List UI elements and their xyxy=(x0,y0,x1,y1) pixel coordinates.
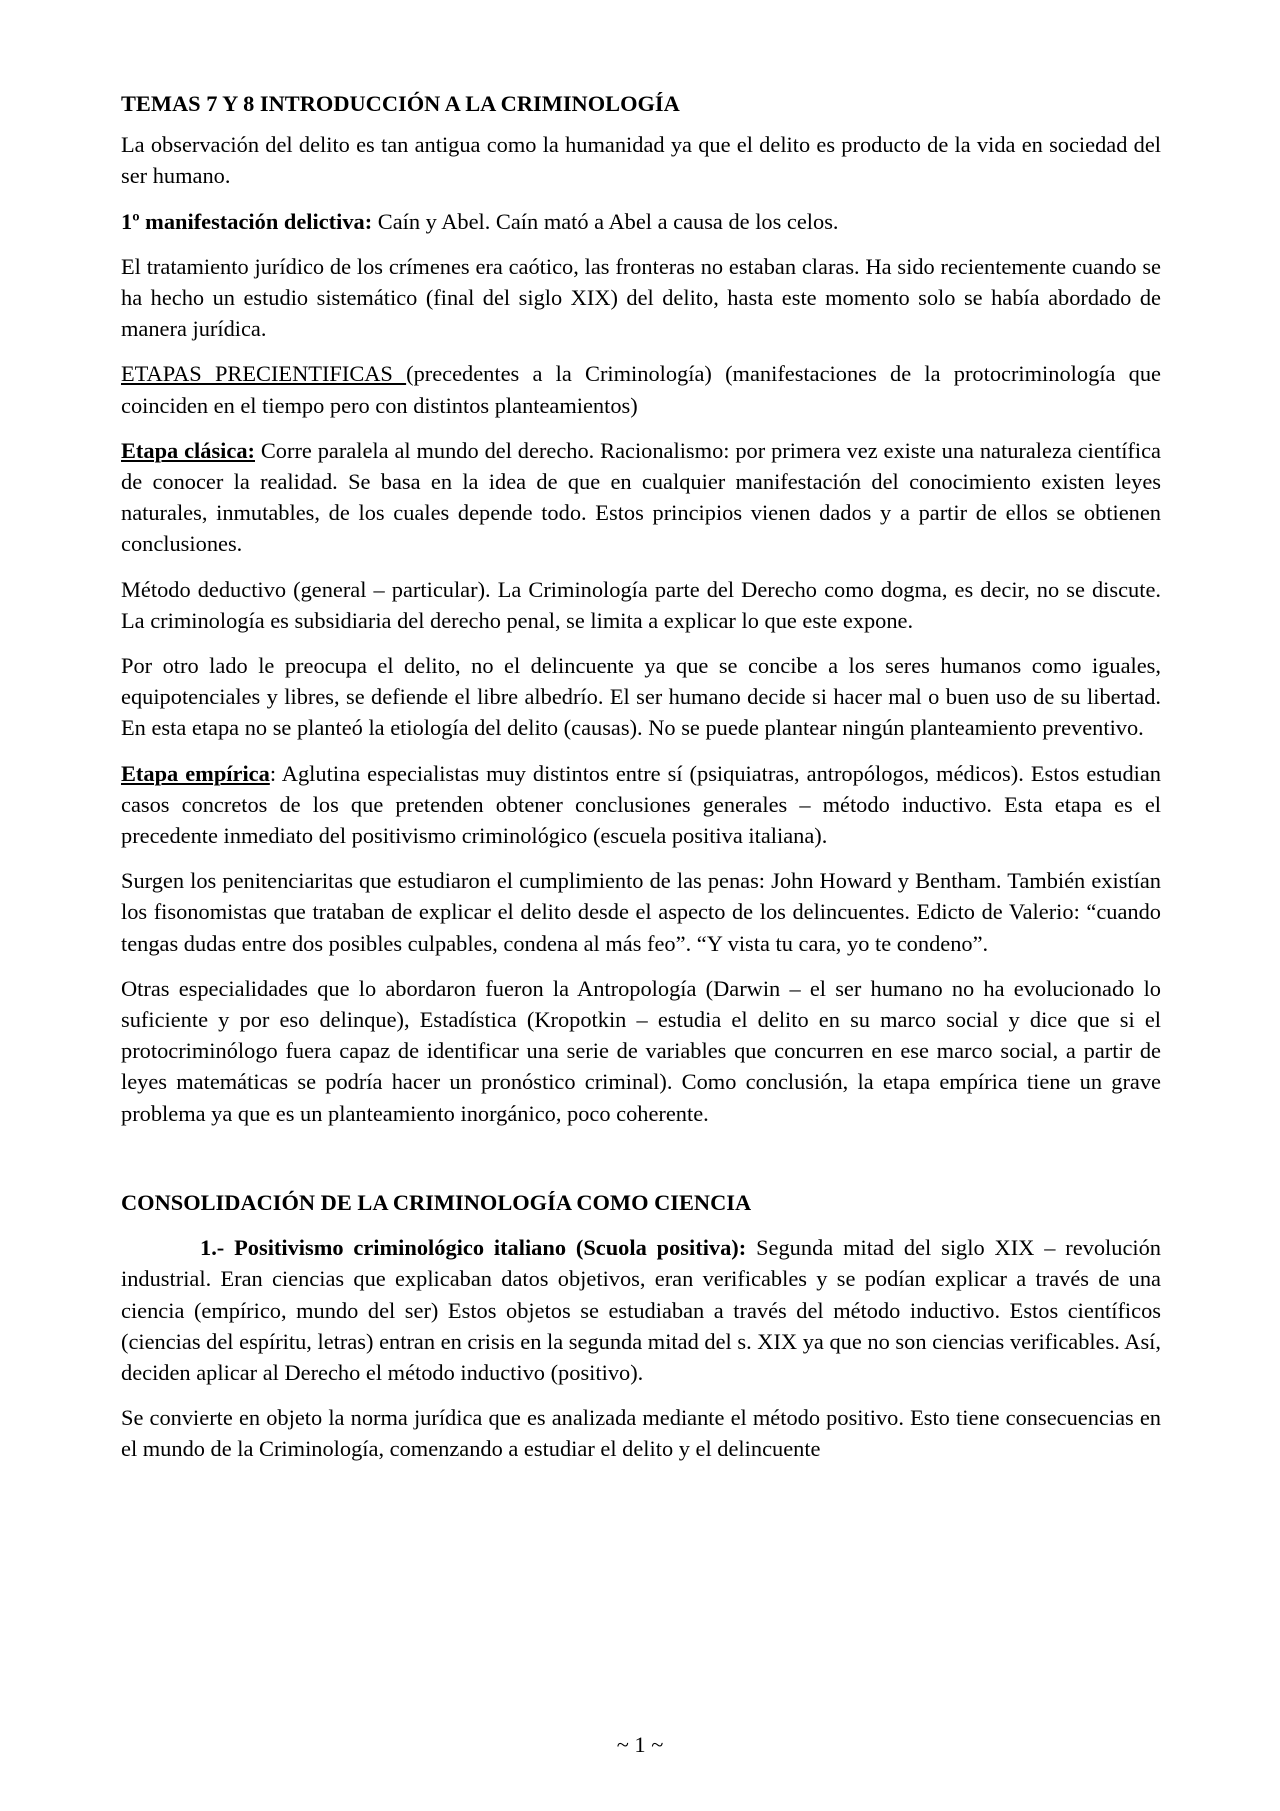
page-number: ~ 1 ~ xyxy=(616,1732,664,1757)
paragraph-legal-treatment: El tratamiento jurídico de los crímenes era caótico, las fronteras no estaban claras. Ha sido recientemente cuando se ha hecho un estudio sistemático (final del siglo XIX) del delito, hasta este momento solo se había abordado de manera jurídica. xyxy=(121,253,1161,342)
paragraph-empirical-stage xyxy=(121,758,1161,852)
italian-positivism-text: Segunda mitad del siglo XIX – revolución industrial. Eran ciencias que explicaban datos objetivos, eran verificables y se podían explicar a través de una ciencia (empírico, mundo del ser) Estos objetos se estudiaban a través del método inductivo. Estos científicos (ciencias del espíritu, letras) entran en crisis en la segunda mitad del s. XIX ya que no son ciencias verificables. Así, deciden aplicar al Derecho el método inductivo (positivo). xyxy=(121,1235,1161,1385)
paragraph-italian-positivism xyxy=(121,1232,1161,1388)
paragraph-classical-stage xyxy=(121,435,1161,560)
first-manifestation-text: Caín y Abel. Caín mató a Abel a causa de los celos. xyxy=(372,208,839,234)
paragraph-other-specialties: Otras especialidades que lo abordaron fueron la Antropología (Darwin – el ser humano no ha evolucionado lo suficiente y por eso delinque), Estadística (Kropotkin – estudia el delito en su marco social y dice que si el protocriminólogo fuera capaz de identificar una serie de variables que concurren en ese marco social, a partir de leyes matemáticas se podría hacer un pronóstico criminal). Como conclusión, la etapa empírica tiene un grave problema ya que es un planteamiento inorgánico, poco coherente. xyxy=(121,975,1161,1126)
prescientific-stages-text: (precedentes a la Criminología) (manifestaciones de la protocriminología que coinciden en el tiempo pero con distintos planteamientos) xyxy=(121,361,1161,418)
paragraph-first-manifestation xyxy=(121,206,1161,237)
section-title-consolidation: CONSOLIDACIÓN DE LA CRIMINOLOGÍA COMO CIENCIA xyxy=(121,1189,752,1215)
classical-stage-label: Etapa clásica: xyxy=(121,437,255,463)
empirical-stage-label: Etapa empírica xyxy=(121,760,270,786)
paragraph-free-will: Por otro lado le preocupa el delito, no el delincuente ya que se concibe a los seres humanos como iguales, equipotenciales y libres, se defiende el libre albedrío. El ser humano decide si hacer mal o buen uso de su libertad. En esta etapa no se planteó la etiología del delito (causas). No se puede plantear ningún planteamiento preventivo. xyxy=(121,653,1161,741)
paragraph-penitentiary: Surgen los penitenciaritas que estudiaron el cumplimiento de las penas: John Howard y Bentham. También existían los fisonomistas que trataban de explicar el delito desde el aspecto de los delincuentes. Edicto de Valerio: “cuando tengas dudas entre dos posibles culpables, condena al más feo”. “Y vista tu cara, yo te condeno”. xyxy=(121,868,1161,956)
italian-positivism-label: 1.- Positivismo criminológico italiano (Scuola positiva): xyxy=(200,1235,747,1261)
document-body xyxy=(121,88,1161,1479)
classical-stage-text: Corre paralela al mundo del derecho. Racionalismo: por primera vez existe una naturaleza científica de conocer la realidad. Se basa en la idea de que en cualquier manifestación del conocimiento existen leyes naturales, inmutables, de los cuales depende todo. Estos principios vienen dados y a partir de ellos se obtienen conclusiones. xyxy=(121,437,1161,557)
prescientific-stages-label: ETAPAS PRECIENTIFICAS xyxy=(121,361,407,387)
paragraph-intro: La observación del delito es tan antigua como la humanidad ya que el delito es producto de la vida en sociedad del ser humano. xyxy=(121,132,1161,189)
paragraph-prescientific-stages xyxy=(121,358,1161,420)
document-title: TEMAS 7 Y 8 INTRODUCCIÓN A LA CRIMINOLOGÍA xyxy=(121,91,680,116)
paragraph-legal-norm: Se convierte en objeto la norma jurídica que es analizada mediante el método positivo. Esto tiene consecuencias en el mundo de la Criminología, comenzando a estudiar el delito y el delincuente xyxy=(121,1405,1161,1462)
paragraph-deductive-method: Método deductivo (general – particular). La Criminología parte del Derecho como dogma, es decir, no se discute. La criminología es subsidiaria del derecho penal, se limita a explicar lo que este expone. xyxy=(121,576,1161,633)
empirical-stage-text: : Aglutina especialistas muy distintos entre sí (psiquiatras, antropólogos, médicos). Estos estudian casos concretos de los que pretenden obtener conclusiones generales – método inductivo. Esta etapa es el precedente inmediato del positivismo criminológico (escuela positiva italiana). xyxy=(121,760,1161,849)
first-manifestation-label: 1º manifestación delictiva: xyxy=(121,208,373,234)
